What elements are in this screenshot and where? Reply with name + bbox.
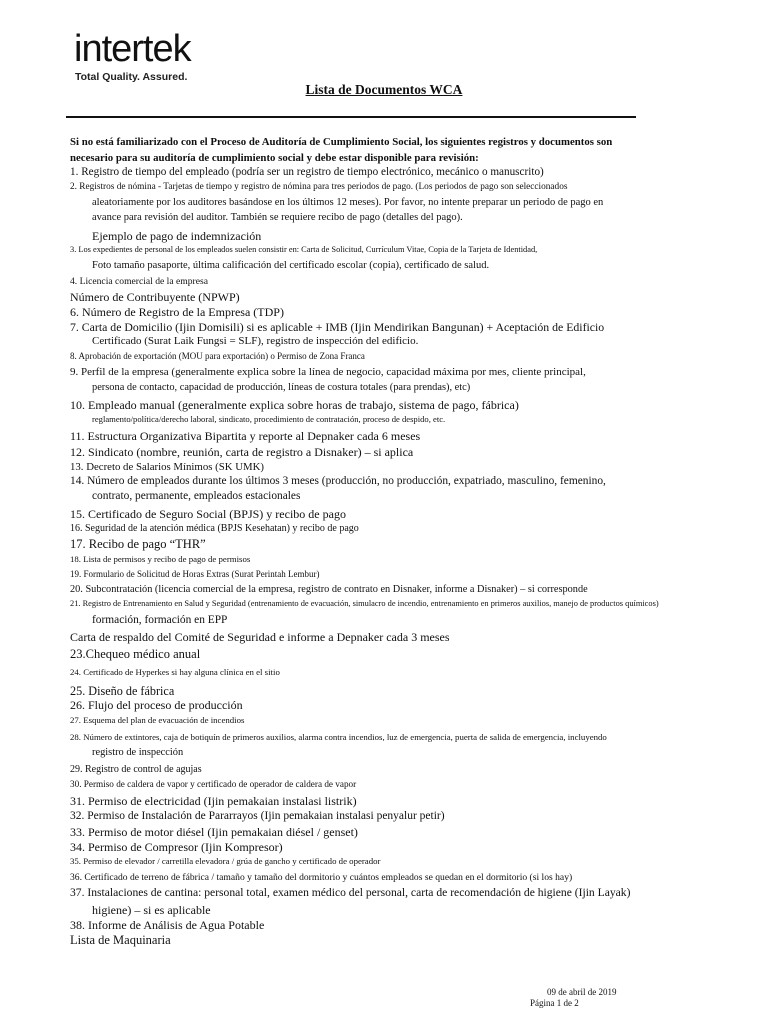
list-item: 10. Empleado manual (generalmente explica sobre horas de trabajo, sistema de pago, fábrica) [70,398,519,412]
footer-page-number: Página 1 de 2 [530,998,579,1008]
list-item: 8. Aprobación de exportación (MOU para exportación) o Permiso de Zona Franca [70,351,365,361]
list-item: 36. Certificado de terreno de fábrica / tamaño y tamaño del dormitorio y cuántos empleados se quedan en el dormitorio (si los hay) [70,872,573,883]
list-item: avance para revisión del auditor. También se requiere recibo de pago (detalles del pago). [92,212,463,223]
footer-date: 09 de abril de 2019 [547,987,617,997]
list-item: reglamento/política/derecho laboral, sindicato, procedimiento de contratación, proceso de despido, etc. [92,414,446,424]
list-item: 32. Permiso de Instalación de Pararrayos (Ijin pemakaian instalasi penyalur petir) [70,810,445,822]
list-item: 2. Registros de nómina - Tarjetas de tiempo y registro de nómina para tres periodos de pago. (Los periodos de pago son seleccionados [70,182,568,192]
list-item: 21. Registro de Entrenamiento en Salud y Seguridad (entrenamiento de evacuación, simulacro de incendio, entrenamiento en primeros auxilios, manejo de productos químicos) [70,599,659,608]
list-item: 27. Esquema del plan de evacuación de incendios [70,715,245,725]
list-item: 18. Lista de permisos y recibo de pago de permisos [70,554,251,564]
list-item: 30. Permiso de caldera de vapor y certificado de operador de caldera de vapor [70,779,357,789]
list-item: 15. Certificado de Seguro Social (BPJS) y recibo de pago [70,507,346,521]
list-item: 6. Número de Registro de la Empresa (TDP) [70,305,284,319]
list-item: contrato, permanente, empleados estacionales [92,490,301,502]
list-item: 34. Permiso de Compresor (Ijin Kompresor) [70,840,283,854]
list-item: Certificado (Surat Laik Fungsi = SLF), registro de inspección del edificio. [92,335,419,347]
list-item: 26. Flujo del proceso de producción [70,698,243,712]
list-item: higiene) – si es aplicable [92,903,211,917]
list-item: 37. Instalaciones de cantina: personal total, examen médico del personal, carta de recomendación de higiene (Ijin Layak) [70,886,631,899]
list-item: formación, formación en EPP [92,614,228,626]
list-item: 1. Registro de tiempo del empleado (podría ser un registro de tiempo electrónico, mecánico o manuscrito) [70,166,544,178]
list-item: registro de inspección [92,747,184,758]
list-item: 33. Permiso de motor diésel (Ijin pemakaian diésel / genset) [70,825,358,839]
list-item: 28. Número de extintores, caja de botiquín de primeros auxilios, alarma contra incendios, luz de emergencia, puerta de salida de emergencia, incluyendo [70,732,607,742]
list-item: 35. Permiso de elevador / carretilla elevadora / grúa de gancho y certificado de operador [70,856,381,866]
list-item: Foto tamaño pasaporte, última calificación del certificado escolar (copia), certificado de salud. [92,260,490,271]
list-item: 7. Carta de Domicilio (Ijin Domisili) si es aplicable + IMB (Ijin Mendirikan Bangunan) + Aceptación de Edificio [70,320,605,334]
list-item: 24. Certificado de Hyperkes si hay alguna clínica en el sitio [70,667,280,677]
list-item: persona de contacto, capacidad de producción, líneas de costura totales (para prendas), etc) [92,382,471,393]
list-item: 25. Diseño de fábrica [70,684,175,698]
list-item: 13. Decreto de Salarios Mínimos (SK UMK) [70,461,265,473]
logo-tagline: Total Quality. Assured. [75,71,188,83]
list-item: 29. Registro de control de agujas [70,764,202,775]
list-item: Carta de respaldo del Comité de Seguridad e informe a Depnaker cada 3 meses [70,630,450,644]
list-item: Lista de Maquinaria [70,933,171,947]
list-item: 16. Seguridad de la atención médica (BPJS Kesehatan) y recibo de pago [70,523,359,534]
list-item: Número de Contribuyente (NPWP) [70,290,240,304]
list-item: 38. Informe de Análisis de Agua Potable [70,918,265,932]
list-item: 9. Perfil de la empresa (generalmente explica sobre la línea de negocio, capacidad máxima por mes, cliente principal, [70,366,586,378]
intro-line: necesario para su auditoría de cumplimiento social y debe estar disponible para revisión: [70,152,479,164]
list-item: 23.Chequeo médico anual [70,647,201,661]
intertek-logo: intertek [74,28,191,70]
list-item: 19. Formulario de Solicitud de Horas Extras (Surat Perintah Lembur) [70,569,320,579]
title-divider [66,116,636,118]
list-item: 14. Número de empleados durante los últimos 3 meses (producción, no producción, expatriado, masculino, femenino, [70,475,606,487]
list-item: aleatoriamente por los auditores basándose en los últimos 12 meses). Por favor, no intente preparar un periodo de pago en [92,197,604,208]
list-item: 3. Los expedientes de personal de los empleados suelen consistir en: Carta de Solicitud, Currículum Vitae, Copia de la Tarjeta de Identidad, [70,245,538,254]
list-item: 12. Sindicato (nombre, reunión, carta de registro a Disnaker) – si aplica [70,445,414,459]
list-item: 31. Permiso de electricidad (Ijin pemakaian instalasi listrik) [70,794,357,808]
list-item: 4. Licencia comercial de la empresa [70,276,208,287]
list-item: 20. Subcontratación (licencia comercial de la empresa, registro de contrato en Disnaker, informe a Disnaker) – si corresponde [70,584,588,595]
list-item: 11. Estructura Organizativa Bipartita y reporte al Depnaker cada 6 meses [70,429,421,443]
list-item: Ejemplo de pago de indemnización [92,229,262,243]
list-item: 17. Recibo de pago “THR” [70,537,206,551]
document-title: Lista de Documentos WCA [305,82,463,97]
intro-line: Si no está familiarizado con el Proceso de Auditoría de Cumplimiento Social, los siguientes registros y documentos son [70,136,613,148]
